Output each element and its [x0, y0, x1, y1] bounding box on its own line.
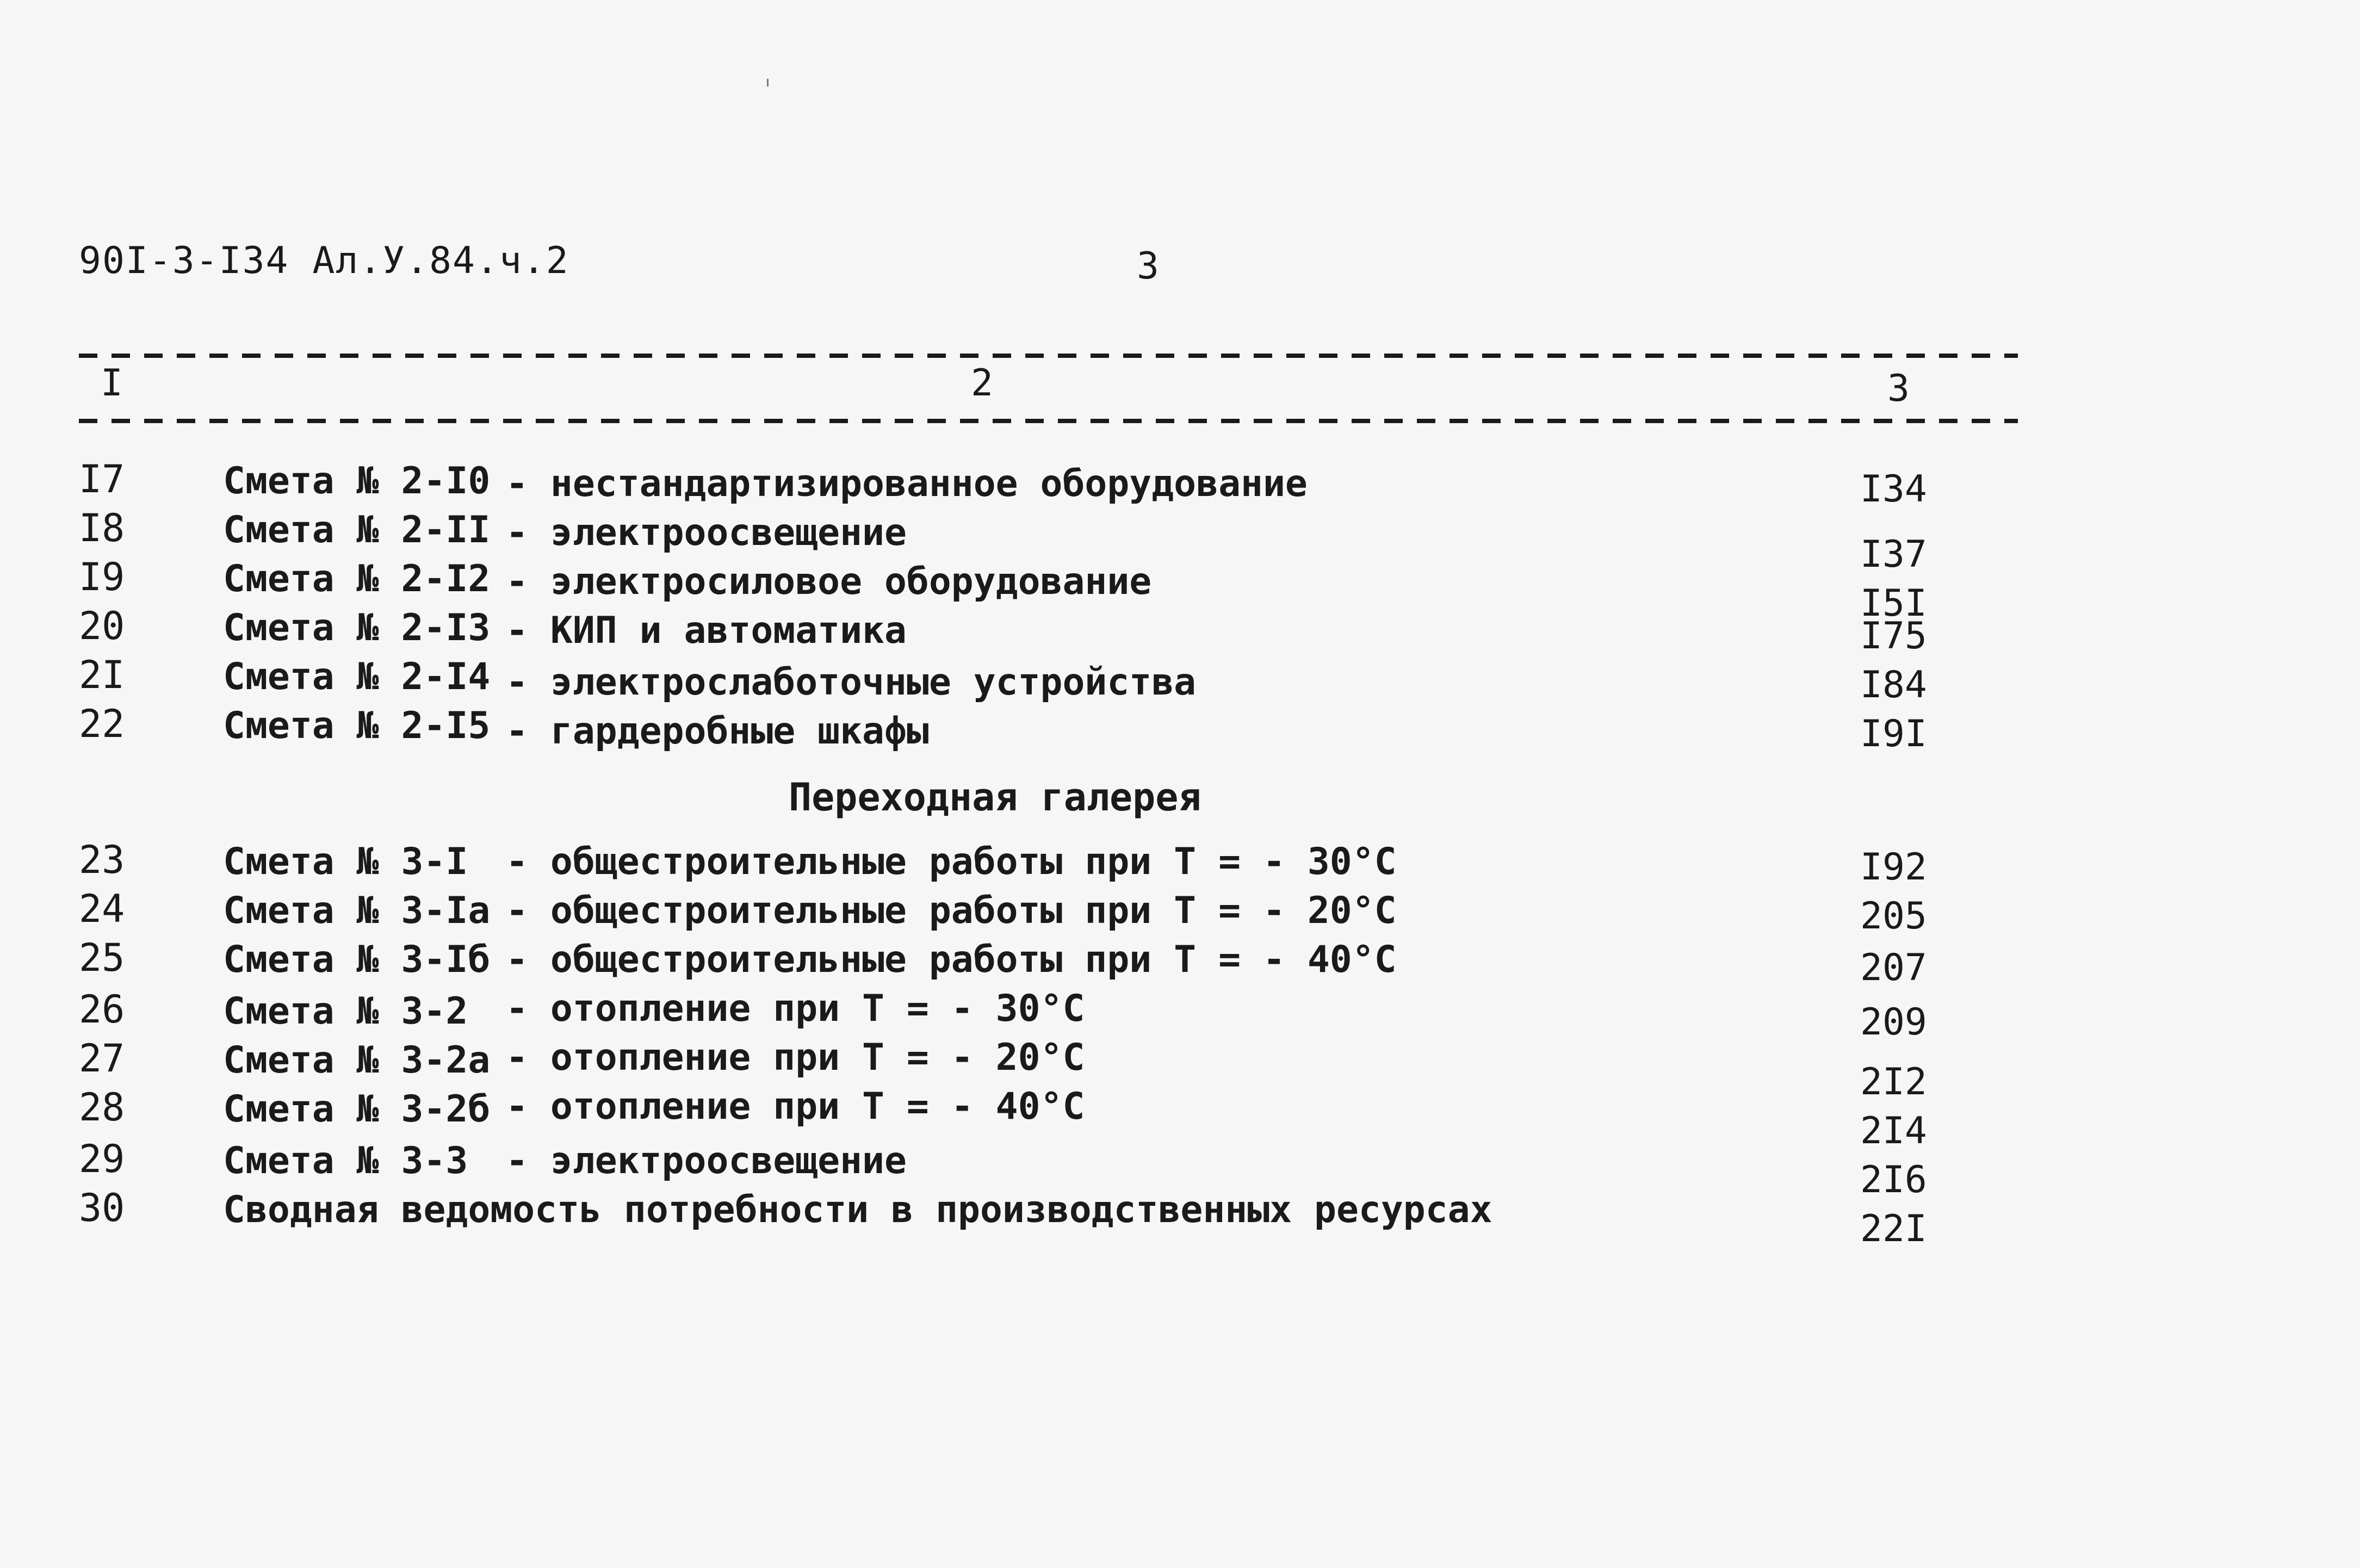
table-header-rule	[79, 419, 2018, 423]
row-label: Смета № 2-I4	[223, 655, 491, 698]
row-description: - общестроительные работы при Т = - 20°C	[506, 889, 1397, 932]
row-number: 27	[79, 1036, 125, 1081]
row-description: - КИП и автоматика	[506, 609, 907, 652]
row-number: 28	[79, 1085, 125, 1130]
row-page: I9I	[1860, 712, 1927, 755]
row-label: Смета № 2-I5	[223, 704, 491, 747]
row-number: I7	[79, 457, 125, 501]
row-page: I75	[1860, 615, 1927, 658]
row-page: I5I	[1860, 582, 1927, 625]
row-number: 22	[79, 702, 125, 746]
row-label: Смета № 2-II	[223, 509, 491, 551]
row-page: 2I2	[1860, 1061, 1927, 1104]
row-page: 209	[1860, 1001, 1927, 1044]
row-description: - отопление при Т = - 20°C	[506, 1036, 1085, 1079]
row-number: 25	[79, 935, 125, 980]
row-label: Смета № 2-I0	[223, 460, 491, 503]
row-number: 20	[79, 604, 125, 648]
row-label: Смета № 3-Iа	[223, 889, 491, 932]
table-top-rule	[79, 354, 2018, 358]
row-page: 22I	[1860, 1207, 1927, 1250]
row-description: - отопление при Т = - 40°C	[506, 1085, 1085, 1128]
row-label: Смета № 3-2б	[223, 1088, 491, 1131]
stray-mark	[767, 79, 769, 86]
row-number: 30	[79, 1186, 125, 1230]
row-description: - электрослаботочные устройства	[506, 661, 1197, 704]
row-description: - отопление при Т = - 30°C	[506, 987, 1085, 1030]
row-description: - общестроительные работы при Т = - 40°C	[506, 938, 1397, 981]
row-page: I92	[1860, 846, 1927, 889]
row-number: 29	[79, 1137, 125, 1181]
row-description: - электроосвещение	[506, 1139, 907, 1182]
row-number: I8	[79, 506, 125, 550]
row-page: 2I6	[1860, 1158, 1927, 1201]
row-page: I34	[1860, 468, 1927, 511]
page-number: 3	[1137, 245, 1159, 288]
row-label: Смета № 2-I2	[223, 557, 491, 600]
row-label: Смета № 3-I	[223, 840, 468, 883]
row-description: - общестроительные работы при Т = - 30°C	[506, 840, 1397, 883]
row-number: 26	[79, 987, 125, 1032]
row-page: 205	[1860, 895, 1927, 938]
column-header-2: 2	[971, 362, 993, 405]
section-title: Переходная галерея	[789, 775, 1201, 820]
row-label: Смета № 3-2	[223, 990, 468, 1033]
row-number: 24	[79, 887, 125, 931]
row-page: 207	[1860, 946, 1927, 989]
row-description: - электроосвещение	[506, 511, 907, 554]
row-label: Смета № 3-2а	[223, 1039, 491, 1082]
row-page: 2I4	[1860, 1110, 1927, 1152]
row-number: 2I	[79, 653, 125, 697]
column-header-3: 3	[1887, 367, 1910, 410]
document-code: 90I-3-I34 Ал.У.84.ч.2	[79, 239, 569, 282]
column-header-1: I	[101, 362, 123, 405]
row-page: I84	[1860, 664, 1927, 706]
row-label: Смета № 3-3	[223, 1139, 468, 1182]
row-label: Сводная ведомость потребности в производственных ресурсах	[223, 1188, 1492, 1231]
row-description: - гардеробные шкафы	[506, 710, 929, 753]
row-description: - нестандартизированное оборудование	[506, 462, 1308, 505]
row-number: 23	[79, 838, 125, 882]
row-number: I9	[79, 555, 125, 599]
row-description: - электросиловое оборудование	[506, 560, 1152, 603]
row-page: I37	[1860, 533, 1927, 576]
row-label: Смета № 2-I3	[223, 606, 491, 649]
row-label: Смета № 3-Iб	[223, 938, 491, 981]
